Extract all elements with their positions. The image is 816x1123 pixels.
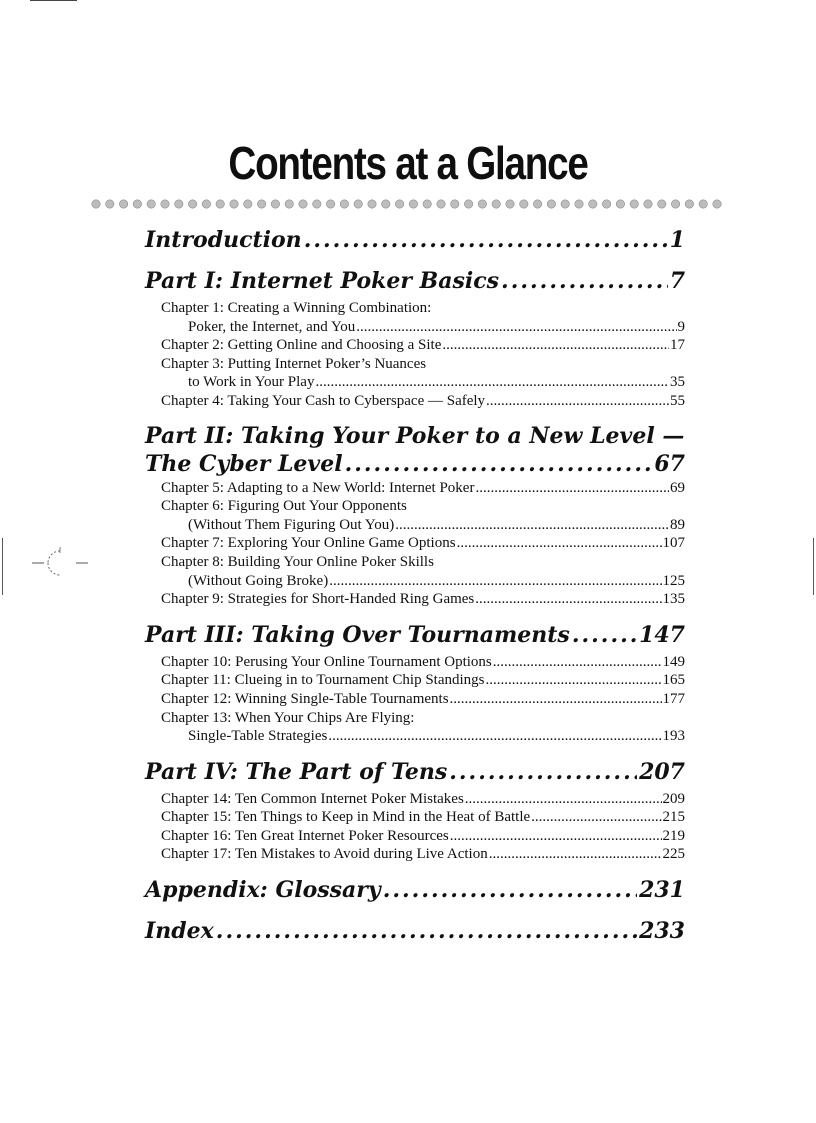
toc-part-4[interactable]: [145, 758, 685, 787]
toc-chapter-line: Poker, the Internet, and You: [188, 318, 356, 335]
decorative-dot: [92, 200, 100, 208]
toc-chapter-label: Chapter 4: Taking Your Cash to Cyberspace — Safely: [161, 392, 486, 409]
decorative-dot: [561, 200, 569, 208]
toc-page-number: 215: [662, 809, 685, 826]
crop-mark-left: [2, 538, 3, 595]
toc-page-number: 1: [669, 227, 685, 253]
toc-chapter-17[interactable]: [145, 845, 685, 864]
dot-leader: [442, 336, 669, 355]
decorative-dot: [533, 200, 541, 208]
decorative-dot: [658, 200, 666, 208]
toc-chapter-5[interactable]: [145, 479, 685, 498]
toc-chapter-line: Single-Table Strategies: [188, 728, 328, 745]
toc-chapter-label: Chapter 9: Strategies for Short-Handed Ring Games: [161, 591, 475, 608]
toc-chapter-line: Chapter 13: When Your Chips Are Flying:: [161, 709, 415, 726]
dot-leader: [329, 572, 661, 591]
dot-leader: [572, 621, 637, 650]
toc-page-number: 67: [654, 450, 685, 477]
decorative-dot: [506, 200, 514, 208]
toc-chapter-label: Chapter 7: Exploring Your Online Game Options: [161, 535, 456, 552]
crop-mark-top: [30, 0, 77, 1]
dot-leader: [486, 671, 662, 690]
toc-page-number: 89: [670, 516, 685, 533]
dot-leader: [304, 226, 668, 255]
toc-page-number: 149: [662, 653, 685, 670]
decorative-dot-row: [90, 196, 730, 212]
toc-part-label: Introduction: [145, 227, 302, 253]
dot-leader: [475, 590, 661, 609]
toc-page-number: 193: [662, 728, 685, 745]
dot-leader: [315, 373, 669, 392]
decorative-dot: [616, 200, 624, 208]
decorative-dot: [478, 200, 486, 208]
toc-part-2[interactable]: [145, 423, 685, 479]
decorative-dot: [133, 200, 141, 208]
toc-chapter-label: Chapter 14: Ten Common Internet Poker Mistakes: [161, 790, 464, 807]
decorative-dot: [409, 200, 417, 208]
crop-mark-right: [813, 538, 814, 595]
toc-chapter-line: Chapter 8: Building Your Online Poker Skills: [161, 553, 434, 570]
page-title: Contents at a Glance: [228, 137, 588, 189]
table-of-contents: [145, 226, 685, 946]
decorative-dot: [326, 200, 334, 208]
toc-page-number: 17: [670, 337, 685, 354]
toc-page-number: 233: [639, 918, 685, 945]
toc-page-number: 207: [639, 758, 685, 785]
decorative-dot: [644, 200, 652, 208]
decorative-dot: [299, 200, 307, 208]
toc-chapter-label: Chapter 12: Winning Single-Table Tournaments: [161, 690, 449, 707]
toc-chapter-line: to Work in Your Play: [188, 374, 315, 391]
decorative-dot: [382, 200, 390, 208]
dot-leader: [395, 516, 669, 535]
toc-chapter-6[interactable]: [145, 497, 685, 534]
decorative-dot: [340, 200, 348, 208]
dot-leader: [501, 267, 668, 296]
dot-leader: [486, 392, 669, 411]
toc-part-label: Part III: Taking Over Tournaments: [145, 621, 570, 648]
decorative-dot: [354, 200, 362, 208]
decorative-dot: [285, 200, 293, 208]
decorative-dot: [244, 200, 252, 208]
toc-chapter-9[interactable]: [145, 590, 685, 609]
toc-chapter-1[interactable]: [145, 299, 685, 336]
toc-chapter-4[interactable]: [145, 392, 685, 411]
toc-chapter-14[interactable]: [145, 790, 685, 809]
toc-page-number: 177: [662, 690, 685, 707]
dot-leader: [383, 876, 637, 905]
decorative-dot: [520, 200, 528, 208]
toc-chapter-2[interactable]: [145, 336, 685, 355]
dot-leader: [475, 479, 669, 498]
toc-part-1[interactable]: [145, 267, 685, 296]
decorative-dot: [671, 200, 679, 208]
toc-chapter-label: Chapter 15: Ten Things to Keep in Mind in the Heat of Battle: [161, 809, 531, 826]
toc-page-number: 35: [670, 374, 685, 391]
toc-part-label: Part II: Taking Your Poker to a New Level —: [145, 422, 685, 449]
toc-page-number: 107: [662, 535, 685, 552]
toc-part-label: Index: [145, 918, 214, 945]
decorative-dot: [451, 200, 459, 208]
toc-chapter-8[interactable]: [145, 553, 685, 590]
toc-introduction[interactable]: [145, 226, 685, 255]
toc-chapter-label: Chapter 5: Adapting to a New World: Internet Poker: [161, 479, 475, 496]
dot-leader: [450, 827, 662, 846]
toc-part-label: Appendix: Glossary: [145, 877, 381, 904]
toc-chapter-13[interactable]: [145, 709, 685, 746]
dot-leader: [216, 917, 637, 946]
toc-chapter-line: Chapter 6: Figuring Out Your Opponents: [161, 498, 407, 515]
decorative-dot: [602, 200, 610, 208]
toc-chapter-label: Chapter 17: Ten Mistakes to Avoid during Live Action: [161, 846, 488, 863]
decorative-dot: [492, 200, 500, 208]
decorative-dot: [188, 200, 196, 208]
decorative-dot: [547, 200, 555, 208]
toc-part-label: The Cyber Level: [145, 450, 343, 477]
dot-leader: [457, 534, 662, 553]
dot-leader: [328, 727, 661, 746]
decorative-dot: [106, 200, 114, 208]
toc-part-3[interactable]: [145, 621, 685, 650]
decorative-dot: [119, 200, 127, 208]
toc-chapter-3[interactable]: [145, 355, 685, 392]
toc-part-label: Part I: Internet Poker Basics: [145, 268, 500, 294]
dot-leader: [449, 758, 637, 787]
toc-chapter-label: Chapter 11: Clueing in to Tournament Chip Standings: [161, 672, 485, 689]
toc-page-number: 165: [662, 672, 685, 689]
toc-chapter-11[interactable]: [145, 671, 685, 690]
dot-leader: [493, 653, 662, 672]
toc-chapter-15[interactable]: [145, 808, 685, 827]
toc-chapter-7[interactable]: [145, 534, 685, 553]
toc-chapter-line: (Without Going Broke): [188, 572, 329, 589]
toc-page-number: 147: [639, 621, 685, 648]
dot-leader: [345, 450, 653, 479]
dot-leader: [465, 790, 662, 809]
decorative-dot: [271, 200, 279, 208]
dot-leader: [531, 808, 661, 827]
decorative-dot: [313, 200, 321, 208]
toc-index[interactable]: [145, 917, 685, 946]
dot-leader: [450, 690, 662, 709]
decorative-dot: [630, 200, 638, 208]
toc-chapter-10[interactable]: [145, 653, 685, 672]
decorative-dot: [216, 200, 224, 208]
toc-chapter-12[interactable]: [145, 690, 685, 709]
decorative-dot: [685, 200, 693, 208]
toc-chapter-16[interactable]: [145, 827, 685, 846]
dot-leader: [356, 318, 676, 337]
decorative-dot: [368, 200, 376, 208]
toc-chapter-line: Chapter 1: Creating a Winning Combination:: [161, 300, 432, 316]
decorative-dot: [175, 200, 183, 208]
toc-page-number: 219: [662, 827, 685, 844]
toc-page-number: 55: [670, 392, 685, 409]
toc-page-number: 69: [670, 479, 685, 496]
decorative-dot: [699, 200, 707, 208]
dot-leader: [489, 845, 662, 864]
toc-page-number: 135: [662, 591, 685, 608]
toc-appendix[interactable]: [145, 876, 685, 905]
toc-chapter-line: (Without Them Figuring Out You): [188, 516, 395, 533]
decorative-dot: [575, 200, 583, 208]
decorative-dot: [395, 200, 403, 208]
decorative-dot: [147, 200, 155, 208]
toc-page-number: 209: [662, 790, 685, 807]
toc-page-number: 225: [662, 846, 685, 863]
decorative-dot: [464, 200, 472, 208]
decorative-dot: [713, 200, 721, 208]
decorative-dot: [437, 200, 445, 208]
decorative-dot: [230, 200, 238, 208]
toc-page-number: 231: [639, 877, 685, 904]
toc-page-number: 9: [677, 318, 685, 335]
registration-mark-icon: [32, 547, 88, 577]
toc-chapter-label: Chapter 16: Ten Great Internet Poker Resources: [161, 827, 449, 844]
toc-page-number: 125: [662, 572, 685, 589]
decorative-dot: [423, 200, 431, 208]
toc-chapter-label: Chapter 2: Getting Online and Choosing a Site: [161, 337, 442, 354]
decorative-dot: [257, 200, 265, 208]
decorative-dot: [161, 200, 169, 208]
toc-chapter-label: Chapter 10: Perusing Your Online Tournament Options: [161, 653, 492, 670]
decorative-dot: [202, 200, 210, 208]
decorative-dot: [589, 200, 597, 208]
toc-part-label: Part IV: The Part of Tens: [145, 758, 448, 785]
toc-chapter-line: Chapter 3: Putting Internet Poker’s Nuances: [161, 355, 427, 372]
toc-page-number: 7: [669, 268, 685, 294]
